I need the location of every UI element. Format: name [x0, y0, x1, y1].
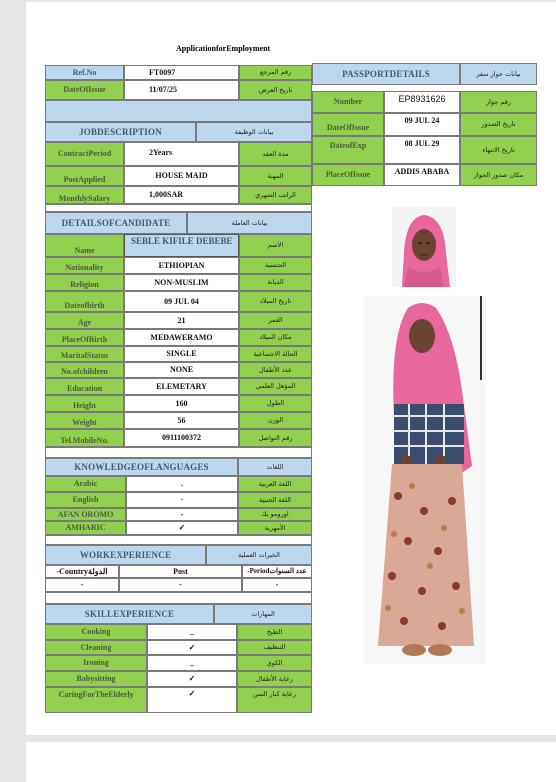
work-post-value: -: [119, 578, 242, 592]
work-header: WORKEXPERIENCE: [45, 545, 206, 565]
skill-babysitting-ar: رعاية الأطفال: [237, 671, 312, 687]
skill-caringfortheelderly-ar: رعاية كبار السن: [237, 687, 312, 713]
contract-period-label: ContractPeriod: [45, 142, 124, 166]
passport-dateofissue-label: DateOfIssue: [312, 113, 384, 136]
skill-cleaning-ar: التنظيف: [237, 640, 312, 655]
skill-cleaning-label: Cleaning: [45, 640, 147, 655]
age-ar: العمر: [239, 312, 312, 329]
languages-header-ar: اللغات: [238, 458, 312, 476]
passport-placeofissue-label: PlaceOfIssue: [312, 164, 384, 186]
ref-label: Ref.No: [45, 65, 124, 80]
work-period-value: -: [242, 578, 312, 592]
date-issue-value: 11/07/25: [124, 80, 239, 100]
passport-dateofexp-label: DateofExp: [312, 136, 384, 164]
lang-arabic-label: Arabic: [45, 476, 126, 492]
contract-period-value: 2Years: [124, 142, 239, 166]
job-header-ar: بيانات الوظيفة: [196, 122, 312, 142]
passport-header: PASSPORTDETAILS: [312, 63, 460, 85]
skill-cooking-ar: الطبخ: [237, 624, 312, 640]
passport-dateofissue-value: 09 JUL 24: [384, 113, 460, 136]
salary-ar: الراتب الشهري: [239, 186, 312, 204]
lang-afanoromo-value: -: [126, 508, 238, 521]
next-page: [26, 742, 556, 782]
work-col-post: Post: [119, 565, 242, 578]
lang-english-ar: اللغة الجنبية: [238, 492, 312, 508]
maritalstatus-label: MaritalStatus: [45, 346, 124, 362]
skill-cooking-label: Cooking: [45, 624, 147, 640]
age-value: 21: [124, 312, 239, 329]
telmobileno-ar: رقم التواصل: [239, 429, 312, 447]
telmobileno-value: 0911100372: [124, 429, 239, 447]
lang-english-value: ·: [126, 492, 238, 508]
post-applied-label: PostApplied: [45, 166, 124, 186]
passport-placeofissue-value: ADDIS ABABA: [384, 164, 460, 186]
candidate-header-ar: بيانات العاملة: [187, 212, 312, 234]
passport-dateofissue-ar: تاريخ الصدور: [460, 113, 537, 136]
nationality-value: ETHIOPIAN: [124, 257, 239, 274]
ref-value: FT0097: [124, 65, 239, 80]
passport-number-ar: رقم جواز: [460, 91, 537, 113]
passport-number-label: Number: [312, 91, 384, 113]
skills-header-ar: المهارات: [214, 604, 312, 624]
telmobileno-label: Tel.MobileNo.: [45, 429, 124, 447]
skill-cooking-value: _: [147, 624, 237, 640]
full-body-photo: [364, 296, 486, 664]
noofchildren-value: NONE: [124, 362, 239, 378]
skill-ironing-ar: الكوي: [237, 655, 312, 671]
ref-ar: رقم المرجع: [239, 65, 312, 80]
passport-photo: [392, 207, 456, 287]
education-value: ELEMETARY: [124, 378, 239, 395]
dateofbirth-label: Dateofbirth: [45, 291, 124, 312]
passport-number-value: EP8931626: [384, 91, 460, 113]
contract-period-ar: مدة العقد: [239, 142, 312, 166]
weight-value: 56: [124, 412, 239, 429]
nationality-ar: الجنسية: [239, 257, 312, 274]
name-value: SEBLE KIFILE DEBEBE: [124, 234, 239, 257]
languages-header: KNOWLEDGEOFLANGUAGES: [45, 458, 238, 476]
skill-ironing-label: Ironing: [45, 655, 147, 671]
lang-english-label: English: [45, 492, 126, 508]
spacer-row: [45, 100, 312, 122]
height-label: Height: [45, 395, 124, 412]
post-applied-value: HOUSE MAID: [124, 166, 239, 186]
work-header-ar: الخبرات العملية: [206, 545, 312, 565]
date-issue-label: DateOfIssue: [45, 80, 124, 100]
work-col-country: -Countryالدولة: [45, 565, 119, 578]
age-label: Age: [45, 312, 124, 329]
work-col-period: -Periodعدد السنوات: [242, 565, 312, 578]
document-title: ApplicationforEmployment: [176, 44, 271, 53]
lang-amharic-label: AMHARIC: [45, 521, 126, 535]
lang-afanoromo-ar: اورومو يك: [238, 508, 312, 521]
skill-caringfortheelderly-value: ✓: [147, 687, 237, 713]
passport-header-ar: بيانات جواز سفر: [460, 63, 537, 85]
skill-cleaning-value: ✓: [147, 640, 237, 655]
height-ar: الطول: [239, 395, 312, 412]
skill-babysitting-value: ✓: [147, 671, 237, 687]
religion-value: NON-MUSLIM: [124, 274, 239, 291]
placeofbirth-value: MEDAWERAMO: [124, 329, 239, 346]
weight-label: Weight: [45, 412, 124, 429]
placeofbirth-label: PlaceOfBirth: [45, 329, 124, 346]
name-ar: الاسم: [239, 234, 312, 257]
spacer-row-3: [45, 535, 312, 545]
lang-amharic-value: ✓: [126, 521, 238, 535]
passport-dateofexp-ar: تاريخ الانتهاء: [460, 136, 537, 164]
lang-arabic-value: .: [126, 476, 238, 492]
candidate-header: DETAILSOFCANDIDATE: [45, 212, 187, 234]
skill-caringfortheelderly-label: CaringForTheElderly: [45, 687, 147, 713]
skills-header: SKILLEXPERIENCE: [45, 604, 214, 624]
nationality-label: Nationality: [45, 257, 124, 274]
skill-ironing-value: _: [147, 655, 237, 671]
job-header: JOBDESCRIPTION: [45, 122, 196, 142]
lang-afanoromo-label: AFAN OROMO: [45, 508, 126, 521]
name-label: Name: [45, 234, 124, 257]
salary-value: 1,000SAR: [124, 186, 239, 204]
height-value: 160: [124, 395, 239, 412]
education-ar: المؤهل العلمي: [239, 378, 312, 395]
work-country-value: -: [45, 578, 119, 592]
skill-babysitting-label: Babysitting: [45, 671, 147, 687]
spacer-row-cand: [45, 447, 312, 458]
noofchildren-label: No.ofchildren: [45, 362, 124, 378]
religion-ar: الديانة: [239, 274, 312, 291]
dateofbirth-value: 09 JUL 04: [124, 291, 239, 312]
noofchildren-ar: عدد الأطفال: [239, 362, 312, 378]
spacer-row-4: [45, 592, 312, 604]
passport-placeofissue-ar: مكان صدور الجواز: [460, 164, 537, 186]
weight-ar: الوزن: [239, 412, 312, 429]
placeofbirth-ar: مكان الميلاد: [239, 329, 312, 346]
passport-dateofexp-value: 08 JUL 29: [384, 136, 460, 164]
post-applied-ar: المهنة: [239, 166, 312, 186]
education-label: Education: [45, 378, 124, 395]
salary-label: MonthlySalary: [45, 186, 124, 204]
lang-arabic-ar: اللغة العربية: [238, 476, 312, 492]
dateofbirth-ar: تاريخ الميلاد: [239, 291, 312, 312]
religion-label: Religion: [45, 274, 124, 291]
date-issue-ar: تاريخ العرض: [239, 80, 312, 100]
lang-amharic-ar: الأمهرية: [238, 521, 312, 535]
maritalstatus-value: SINGLE: [124, 346, 239, 362]
maritalstatus-ar: الحالة الاجتماعية: [239, 346, 312, 362]
spacer-row-2: [45, 204, 312, 212]
